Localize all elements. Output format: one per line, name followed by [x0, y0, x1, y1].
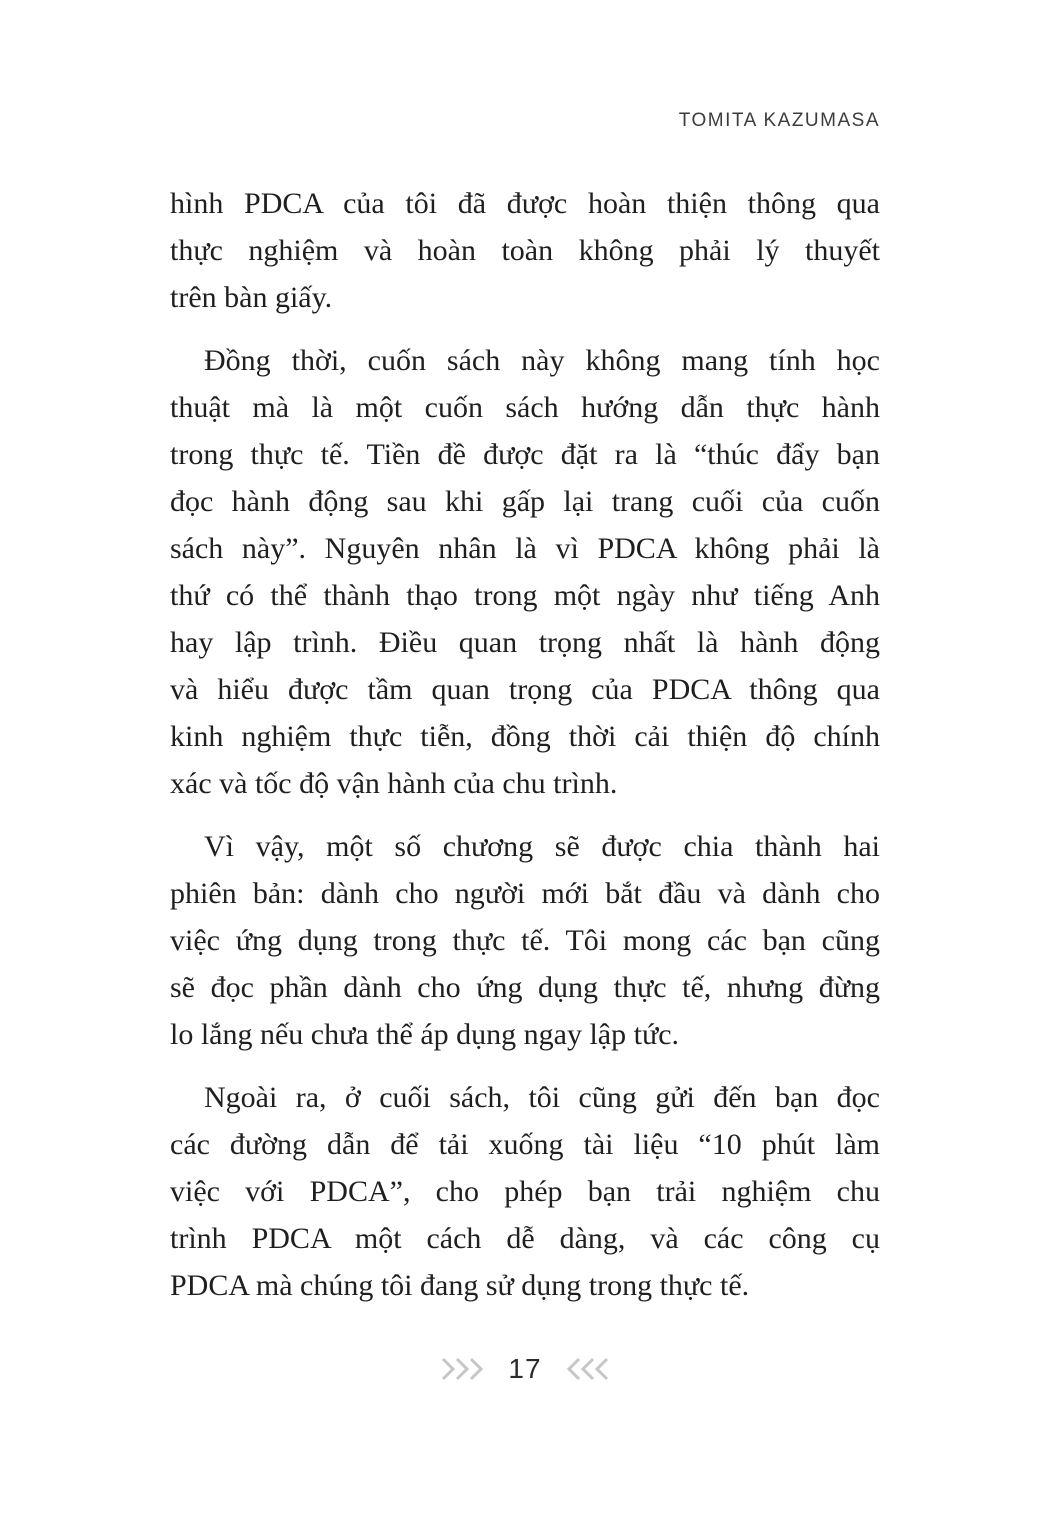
text-line: việc ứng dụng trong thực tế. Tôi mong các bạn cũng — [170, 924, 880, 957]
text-line: kinh nghiệm thực tiễn, đồng thời cải thiện độ chính — [170, 720, 880, 753]
paragraph — [170, 1074, 880, 1309]
text-line: sách này”. Nguyên nhân là vì PDCA không phải là — [170, 532, 880, 565]
text-line: phiên bản: dành cho người mới bắt đầu và dành cho — [170, 877, 880, 910]
paragraph — [170, 337, 880, 807]
text-line: PDCA mà chúng tôi đang sử dụng trong thực tế. — [170, 1269, 750, 1302]
running-header-author: TOMITA KAZUMASA — [678, 110, 880, 131]
text-line: thuật mà là một cuốn sách hướng dẫn thực hành — [170, 391, 880, 424]
page-footer — [170, 1353, 880, 1385]
text-line: Ngoài ra, ở cuối sách, tôi cũng gửi đến bạn đọc — [204, 1081, 880, 1114]
text-line: hay lập trình. Điều quan trọng nhất là hành động — [170, 626, 880, 659]
text-line: Vì vậy, một số chương sẽ được chia thành hai — [204, 830, 880, 863]
text-line: đọc hành động sau khi gấp lại trang cuối của cuốn — [170, 485, 880, 518]
text-line: các đường dẫn để tải xuống tài liệu “10 phút làm — [170, 1128, 880, 1161]
text-line: thực nghiệm và hoàn toàn không phải lý thuyết — [170, 234, 880, 267]
text-line: sẽ đọc phần dành cho ứng dụng thực tế, nhưng đừng — [170, 971, 880, 1004]
text-line: trình PDCA một cách dễ dàng, và các công cụ — [170, 1222, 880, 1255]
text-line: trong thực tế. Tiền đề được đặt ra là “thúc đẩy bạn — [170, 438, 880, 471]
text-line: trên bàn giấy. — [170, 281, 333, 314]
paragraph — [170, 823, 880, 1058]
text-line: Đồng thời, cuốn sách này không mang tính học — [204, 344, 880, 377]
body-text — [170, 180, 880, 1309]
page-number: 17 — [508, 1353, 542, 1384]
text-line: thứ có thể thành thạo trong một ngày như tiếng Anh — [170, 579, 880, 612]
text-line: việc với PDCA”, cho phép bạn trải nghiệm chu — [170, 1175, 880, 1208]
paragraph — [170, 180, 880, 321]
text-line: lo lắng nếu chưa thể áp dụng ngay lập tức. — [170, 1018, 680, 1051]
text-line: hình PDCA của tôi đã được hoàn thiện thông qua — [170, 187, 880, 220]
triple-chevron-left-icon — [558, 1356, 610, 1382]
text-line: và hiểu được tầm quan trọng của PDCA thông qua — [170, 673, 880, 706]
triple-chevron-right-icon — [440, 1356, 492, 1382]
text-line: xác và tốc độ vận hành của chu trình. — [170, 767, 618, 800]
